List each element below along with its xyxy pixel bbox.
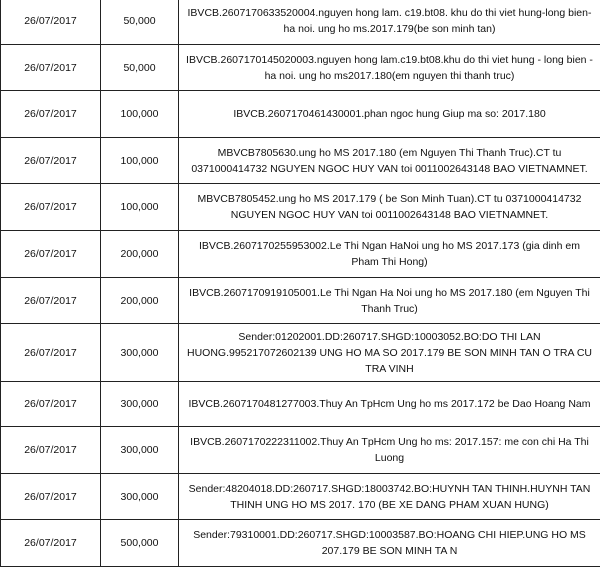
date-cell: 26/07/2017 — [1, 0, 101, 45]
table-row — [1, 0, 600, 45]
date-cell: 26/07/2017 — [1, 520, 101, 567]
date-cell: 26/07/2017 — [1, 231, 101, 278]
table-row — [1, 231, 600, 278]
description-cell: IBVCB.2607170633520004.nguyen hong lam. c19.bt08. khu do thi viet hung-long bien-ha noi. ung ho ms.2017.179(be son minh tan) — [179, 0, 600, 45]
date-cell: 26/07/2017 — [1, 45, 101, 91]
date-cell: 26/07/2017 — [1, 474, 101, 520]
amount-cell: 300,000 — [101, 382, 179, 427]
amount-cell: 200,000 — [101, 231, 179, 278]
amount-cell: 100,000 — [101, 184, 179, 231]
amount-cell: 300,000 — [101, 474, 179, 520]
description-cell: Sender:01202001.DD:260717.SHGD:10003052.BO:DO THI LAN HUONG.995217072602139 UNG HO MA SO 2017.179 BE SON MINH TAN O TRA CU TRA VINH — [179, 324, 600, 382]
date-cell: 26/07/2017 — [1, 324, 101, 382]
description-cell: IBVCB.2607170222311002.Thuy An TpHcm Ung ho ms: 2017.157: me con chi Ha Thi Luong — [179, 427, 600, 474]
amount-cell: 300,000 — [101, 324, 179, 382]
table-row — [1, 427, 600, 474]
amount-cell: 100,000 — [101, 138, 179, 184]
table-row — [1, 278, 600, 324]
description-cell: IBVCB.2607170481277003.Thuy An TpHcm Ung ho ms 2017.172 be Dao Hoang Nam — [179, 382, 600, 427]
date-cell: 26/07/2017 — [1, 382, 101, 427]
table-row — [1, 138, 600, 184]
date-cell: 26/07/2017 — [1, 91, 101, 138]
date-cell: 26/07/2017 — [1, 278, 101, 324]
amount-cell: 300,000 — [101, 427, 179, 474]
description-cell: IBVCB.2607170461430001.phan ngoc hung Giup ma so: 2017.180 — [179, 91, 600, 138]
table-row — [1, 382, 600, 427]
amount-cell: 500,000 — [101, 520, 179, 567]
description-cell: MBVCB7805452.ung ho MS 2017.179 ( be Son Minh Tuan).CT tu 0371000414732 NGUYEN NGOC HUY VAN toi 0011002643148 BAO VIETNAMNET. — [179, 184, 600, 231]
table-row — [1, 520, 600, 567]
description-cell: Sender:48204018.DD:260717.SHGD:18003742.BO:HUYNH TAN THINH.HUYNH TAN THINH UNG HO MS 2017. 170 (BE XE DANG PHAM XUAN HUNG) — [179, 474, 600, 520]
date-cell: 26/07/2017 — [1, 184, 101, 231]
table-row — [1, 324, 600, 382]
amount-cell: 50,000 — [101, 0, 179, 45]
table-row — [1, 474, 600, 520]
table-row — [1, 91, 600, 138]
description-cell: MBVCB7805630.ung ho MS 2017.180 (em Nguyen Thi Thanh Truc).CT tu 0371000414732 NGUYEN NGOC HUY VAN toi 0011002643148 BAO VIETNAMNET. — [179, 138, 600, 184]
description-cell: IBVCB.2607170919105001.Le Thi Ngan Ha Noi ung ho MS 2017.180 (em Nguyen Thi Thanh Truc) — [179, 278, 600, 324]
description-cell: Sender:79310001.DD:260717.SHGD:10003587.BO:HOANG CHI HIEP.UNG HO MS 207.179 BE SON MINH TA N — [179, 520, 600, 567]
date-cell: 26/07/2017 — [1, 427, 101, 474]
amount-cell: 50,000 — [101, 45, 179, 91]
amount-cell: 200,000 — [101, 278, 179, 324]
amount-cell: 100,000 — [101, 91, 179, 138]
date-cell: 26/07/2017 — [1, 138, 101, 184]
table-row — [1, 45, 600, 91]
table-row — [1, 184, 600, 231]
description-cell: IBVCB.2607170145020003.nguyen hong lam.c19.bt08.khu do thi viet hung - long bien - ha noi. ung ho ms2017.180(em nguyen thi thanh truc) — [179, 45, 600, 91]
description-cell: IBVCB.2607170255953002.Le Thi Ngan HaNoi ung ho MS 2017.173 (gia dinh em Pham Thi Hong) — [179, 231, 600, 278]
